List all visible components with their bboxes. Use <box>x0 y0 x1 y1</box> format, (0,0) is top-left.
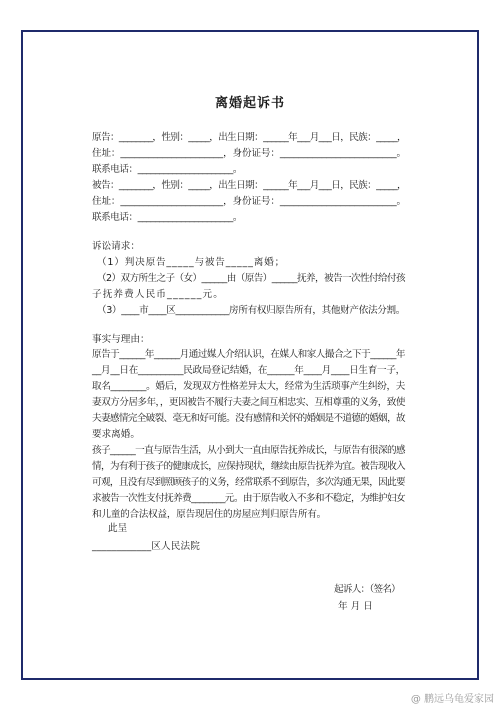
facts-line: 求被告一次性支付抚养费________元。由于原告收入不多和不稳定，为维护妇女 <box>92 493 405 504</box>
claim-item: （3）____市____区____________房所有权归原告所有，其他财产依法分割。 <box>97 305 405 316</box>
facts-line: 和儿童的合法权益，原告现居住的房屋应判归原告所有。 <box>92 509 326 520</box>
facts-line: 原告于______年______月通过媒人介绍认识，在媒人和家人撮合之下于______年 <box>92 349 405 360</box>
claim-item: （1）判决原告_____与被告_____离婚； <box>97 257 285 268</box>
claim-item-continued: 子抚养费人民币______元。 <box>92 289 224 300</box>
defendant-address-line: 住址：______________________，身份证号：_________________________。 <box>92 196 407 207</box>
plaintiff-info-line: 原告：________，性别：_____，出生日期：______年___月___日，民族：_____， <box>92 132 406 143</box>
defendant-info-line: 被告：________，性别：_____，出生日期：______年___月___日，民族：_____， <box>92 180 406 191</box>
watermark: @ 鹏远乌龟爱家园 <box>410 694 494 705</box>
facts-line: 夫妻感情完全破裂、毫无和好可能。没有感情和关怀的婚姻是不道德的婚姻，故 <box>92 413 405 424</box>
facts-heading: 事实与理由： <box>92 334 150 345</box>
plaintiff-phone-line: 联系电话：______________________。 <box>92 164 243 175</box>
claims-heading: 诉讼请求： <box>92 241 140 252</box>
plaintiff-address-line: 住址：______________________，身份证号：_________________________。 <box>92 148 407 159</box>
document-title: 离婚起诉书 <box>214 96 285 111</box>
court-name: ____________区人民法院 <box>92 541 200 552</box>
facts-line: __月__日在__________民政局登记结婚，在______年____月____日生育一子， <box>92 365 405 376</box>
facts-line: 情，为有利于孩子的健康成长，应保持现状，继续由原告抚养为宜。被告现收入 <box>92 461 405 472</box>
facts-line: 取名________。婚后，发现双方性格差异太大，经常为生活琐事产生纠纷，夫 <box>92 381 405 392</box>
defendant-phone-line: 联系电话：______________________。 <box>92 212 243 223</box>
facts-line: 可观，且没有尽到照顾孩子的义务，经常联系不到原告，多次沟通无果，因此要 <box>92 477 405 488</box>
facts-line: 要求离婚。 <box>92 429 140 440</box>
plaintiff-signature: 起诉人：（签名） <box>334 584 400 595</box>
signature-date: 年 月 日 <box>338 601 373 612</box>
addressed-to: 此呈 <box>108 523 128 534</box>
facts-line: 妻双方分居多年，，更因被告不履行夫妻之间互相忠实、互相尊重的义务，致使 <box>92 397 405 408</box>
facts-line: 孩子______一直与原告生活，从小到大一直由原告抚养成长，与原告有很深的感 <box>92 445 405 456</box>
claim-item: （2）双方所生之子（女）______由（原告）______抚养，被告一次性付给付孩 <box>97 273 405 284</box>
